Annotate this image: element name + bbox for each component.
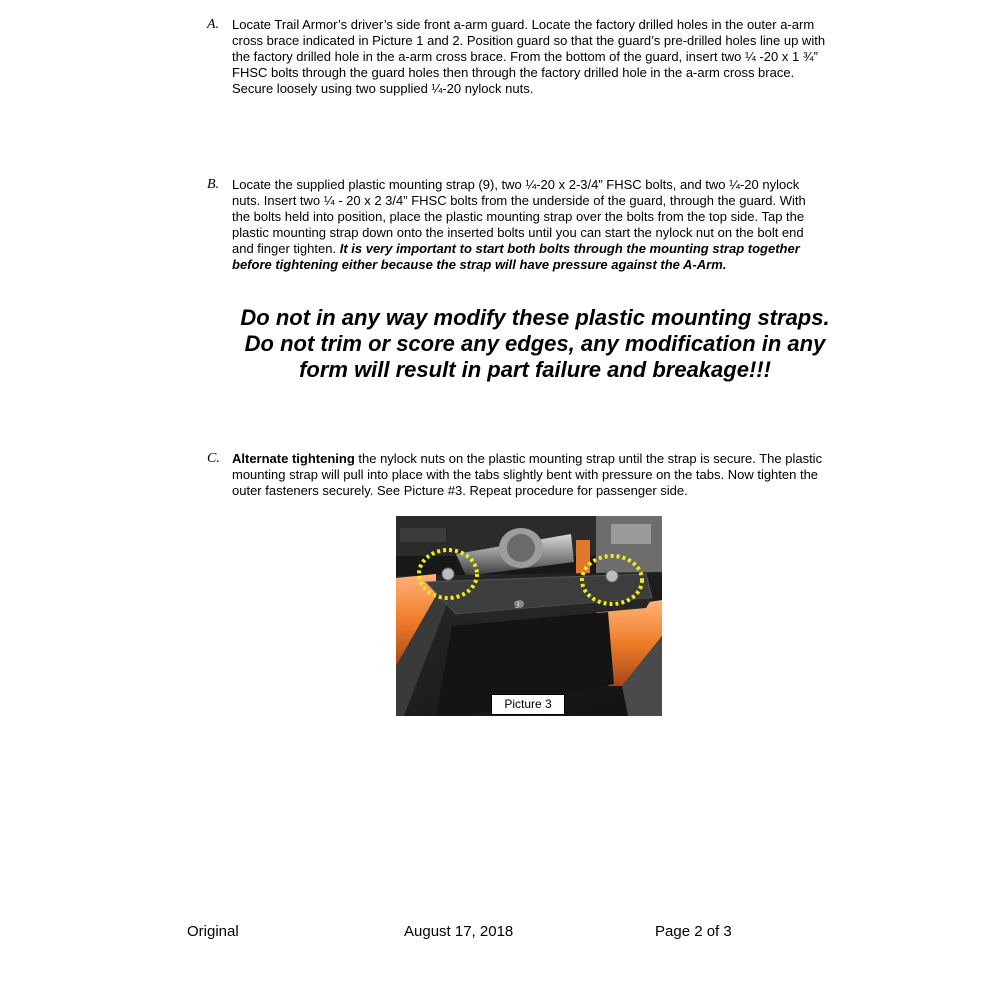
bolt-right [606,570,618,582]
installed-guard-illustration [396,516,662,716]
step-c-text: the nylock nuts on the plastic mounting strap until the strap is secure. The plastic mounting strap will pull into place with the tabs slightly bent with pressure on the tabs. Now tighten the outer fasteners securely. See Picture #3. Repeat procedure for passenger side. [232,451,823,498]
footer-version: Original [187,923,239,940]
footer-page-number: Page 2 of 3 [655,923,732,940]
picture-3-photo [396,516,662,716]
step-a-text: Locate Trail Armor’s driver’s side front a-arm guard. Locate the factory drilled holes in the outer a-arm cross brace indicated in Picture 1 and 2. Position guard so that the guard’s pre-drilled holes line up with the factory drilled hole in the a-arm cross brace. From the bottom of the guard, insert two ¼ -20 x 1 ¾” FHSC bolts through the guard holes then through the factory drilled hole in the a-arm cross brace. Secure loosely using two supplied ¼-20 nylock nuts. [232,17,826,96]
background-part [400,528,446,542]
step-b-text: Locate the supplied plastic mounting strap (9), two ¼-20 x 2-3/4” FHSC bolts, and two ¼-20 nylock nuts. Insert two ¼ - 20 x 2 3/4” FHSC bolts from the underside of the guard, through the guard. With the bolts held into position, place the plastic mounting strap over the bolts from the top side. Tap the plastic mounting strap down onto the inserted bolts until you can start the nylock nut on the bolt end and finger tighten. [232,177,806,256]
step-a [207,17,827,97]
frame-bracket-highlight [611,524,651,544]
step-a-letter: A. [207,17,220,32]
bolt-left [442,568,454,580]
step-b-letter: B. [207,177,220,192]
step-c-bold-lead: Alternate tightening [232,451,355,466]
step-c-body [232,451,827,499]
step-c-letter: C. [207,451,220,466]
cv-boot-ridge [507,534,535,562]
step-b-body [232,177,827,273]
warning-notice: Do not in any way modify these plastic mounting straps. Do not trim or score any edges, any modification in any form will result in part failure and breakage!!! [240,305,830,382]
footer-date: August 17, 2018 [404,923,514,940]
strap-number: 9 [514,600,520,611]
step-c [207,451,827,499]
step-b-emphasis: It is very important to start both bolts through the mounting strap together before tightening either because the strap will have pressure against the A-Arm. [232,241,800,272]
picture-caption: Picture 3 [491,694,565,715]
step-b [207,177,827,273]
